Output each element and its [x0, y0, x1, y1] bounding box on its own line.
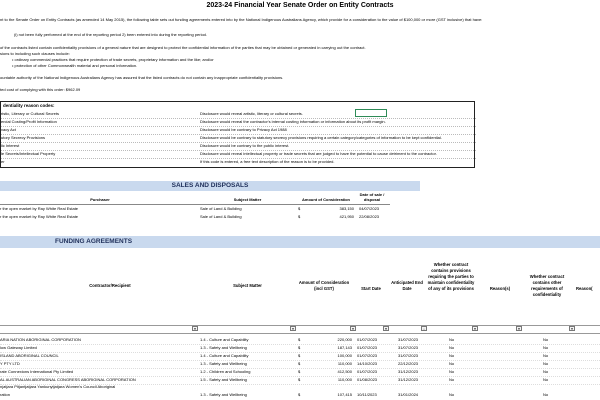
subject-cell: 1.5 - Safety and Wellbeing — [200, 377, 247, 382]
filter-dropdown-icon[interactable]: ▾ — [290, 326, 296, 331]
currency-cell: $ — [298, 377, 301, 382]
amount-cell: 187,143 — [337, 345, 352, 350]
sales-subject[interactable]: Sale of Land & Building — [200, 206, 242, 211]
currency-cell: $ — [298, 392, 301, 397]
other-requirements-cell: No — [543, 392, 549, 397]
start-date-cell: 01/07/2023 — [357, 337, 378, 342]
subject-cell: 1.4 - Culture and Capability — [200, 353, 249, 358]
sales-header-subject: Subject Matter — [233, 197, 262, 202]
end-date-cell: 22/12/2023 — [398, 361, 419, 366]
confidentiality-cell: No — [449, 353, 455, 358]
intro-text: ountable authority of the National Indigenous Australians Agency has assured that the listed contracts do not contain any inappropriate confidentiality provisions. — [0, 75, 284, 80]
sales-purchaser[interactable]: r the open market by Ray White Real Estate — [0, 206, 79, 211]
code-row[interactable] — [1, 118, 476, 126]
amount-cell: 100,000 — [337, 353, 352, 358]
intro-text: ted cost of complying with this order: $962.09 — [0, 87, 81, 92]
code-row[interactable] — [1, 142, 476, 150]
start-date-cell: 14/10/2023 — [357, 361, 378, 366]
start-date-cell: 01/07/2023 — [357, 369, 378, 374]
contractor-cell: low Gateway Limited — [0, 345, 37, 350]
currency-cell: $ — [298, 369, 301, 374]
code-name: utory Secrecy Provisions — [1, 135, 46, 140]
header-reasons: Reason(s) — [489, 286, 511, 291]
filter-dropdown-icon[interactable]: ▾ — [516, 326, 522, 331]
sales-subject[interactable]: Sale of Land & Building — [200, 214, 242, 219]
sales-title: SALES AND DISPOSALS — [171, 182, 249, 189]
end-date-cell: 31/01/2024 — [398, 392, 419, 397]
header-amount: Amount of Consideration (incl GST) — [298, 280, 350, 291]
code-description: Disclosure would be contrary to the public interest. — [200, 143, 290, 148]
sales-date[interactable]: 22/08/2023 — [359, 214, 380, 219]
sales-date[interactable]: 04/07/2023 — [359, 206, 380, 211]
other-requirements-cell: No — [543, 377, 549, 382]
amount-cell: 110,000 — [337, 377, 352, 382]
sales-section-band — [0, 181, 420, 191]
amount-cell: 412,500 — [337, 369, 352, 374]
intro-text: (i) not been fully performed at the end of the reporting period 2) been entered into during the reporting period. — [14, 32, 208, 37]
contractor-cell: rate Connexions International Pty Limited — [0, 369, 74, 374]
code-row[interactable] — [1, 110, 476, 118]
confidentiality-codes-table — [0, 101, 475, 168]
other-requirements-cell: No — [543, 345, 549, 350]
filter-dropdown-icon[interactable]: ▾ — [383, 326, 389, 331]
filter-dropdown-icon[interactable]: ▾ — [350, 326, 356, 331]
intro-text: • ordinary commercial practices that require protection of trade secrets, proprietary information and the like; and/or — [12, 57, 214, 62]
funding-section-band — [0, 236, 600, 248]
filter-dropdown-icon[interactable]: ▾ — [192, 326, 198, 331]
code-row[interactable] — [1, 134, 476, 142]
code-row[interactable] — [1, 126, 476, 134]
confidentiality-cell: No — [449, 361, 455, 366]
other-requirements-cell: No — [543, 353, 549, 358]
header-other-requirements: Whether contract contains other requirements of confidentiality — [529, 274, 565, 297]
subject-cell: 1.3 - Safety and Wellbeing — [200, 392, 247, 397]
intro-text: • protection of other Commonwealth material and personal information. — [12, 63, 138, 68]
header-confidentiality: Whether contract contains provisions requiring the parties to maintain confidentiality of any of its provisions — [427, 262, 475, 291]
confidentiality-cell: No — [449, 369, 455, 374]
sales-header-date: Date of sale / disposal — [359, 192, 385, 202]
sales-amount[interactable]: 383,150 — [339, 206, 354, 211]
other-requirements-cell: No — [543, 361, 549, 366]
end-date-cell: 31/12/2023 — [398, 369, 419, 374]
end-date-cell: 31/12/2023 — [398, 377, 419, 382]
filter-dropdown-icon[interactable]: ▾ — [569, 326, 575, 331]
code-description: Disclosure would reveal intellectual property or trade secrets that are judged to have the potential to cause detriment to the contractor. — [200, 151, 437, 156]
header-reasons-2: Reason( — [576, 286, 593, 291]
confidentiality-cell: No — [449, 345, 455, 350]
header-end-date: Anticipated End Date — [391, 280, 423, 291]
filter-sort-icon[interactable]: ↓ — [421, 326, 427, 331]
sales-purchaser[interactable]: r the open market by Ray White Real Estate — [0, 214, 79, 219]
sales-header-amount: Amount of Consideration — [302, 197, 350, 202]
subject-cell: 1.2 - Children and Schooling — [200, 369, 251, 374]
currency-cell: $ — [298, 353, 301, 358]
start-date-cell: 10/11/2023 — [357, 392, 377, 397]
codes-heading: dentiality reason codes: — [3, 103, 55, 108]
confidentiality-cell: No — [449, 392, 455, 397]
start-date-cell: 01/08/2023 — [357, 377, 378, 382]
contractor-cell: Y PTY LTD — [0, 361, 20, 366]
code-description: Disclosure would reveal the contractor's internal costing information or information about its profit margin. — [200, 119, 386, 124]
table-row[interactable] — [0, 390, 600, 400]
confidentiality-cell: No — [449, 377, 455, 382]
filter-dropdown-icon[interactable]: ▾ — [472, 326, 478, 331]
code-name: er — [1, 159, 5, 164]
code-row[interactable] — [1, 158, 476, 166]
end-date-cell: 31/07/2023 — [398, 345, 419, 350]
amount-cell: 107,415 — [337, 392, 352, 397]
code-description: Disclosure would be contrary to Privacy Act 1988 — [200, 127, 287, 132]
subject-cell: 1.3 - Safety and Wellbeing — [200, 361, 247, 366]
subject-cell: 1.3 - Safety and Wellbeing — [200, 345, 247, 350]
end-date-cell: 31/07/2023 — [398, 353, 419, 358]
page-title: 2023-24 Financial Year Senate Order on Entity Contracts — [206, 2, 394, 9]
intro-text: nt to the Senate Order on Entity Contracts (as amended 14 May 2015), the following table sets out funding agreements entered into by the National Indigenous Australians Agency, which provide for a consideration to the value of $100,000 or more (GST inclusive) that have: — [0, 17, 483, 22]
header-subject: Subject Matter — [233, 283, 262, 288]
end-date-cell: 31/07/2023 — [398, 337, 419, 342]
amount-cell: 220,000 — [337, 337, 352, 342]
selected-cell[interactable] — [355, 109, 387, 117]
intro-text: of the contracts listed contain confidentiality provisions of a general nature that are designed to protect the confidential information of the parties that may be obtained or generated in carrying out the contract. — [0, 45, 366, 50]
amount-cell: 110,000 — [337, 361, 352, 366]
sales-currency: $ — [298, 214, 301, 219]
currency-cell: $ — [298, 345, 301, 350]
code-name: le Secrets/Intellectual Property — [1, 151, 56, 156]
contractor-cell: njatjara Pitjantjatjara Yankunytjatjara Women's Council Aboriginal — [0, 384, 116, 389]
code-name: ercial Costing/Profit Information — [1, 119, 57, 124]
sales-currency: $ — [298, 206, 301, 211]
sales-amount[interactable]: 421,950 — [339, 214, 354, 219]
funding-title: FUNDING AGREEMENTS — [55, 238, 133, 245]
code-name: vacy Act — [1, 127, 16, 132]
code-description: Disclosure would reveal artistic, literary or cultural secrets. — [200, 111, 303, 116]
code-name: lic Interest — [1, 143, 20, 148]
filter-row — [0, 325, 600, 334]
contractor-cell: ISLAND ABORIGINAL COUNCIL — [0, 353, 59, 358]
other-requirements-cell: No — [543, 337, 549, 342]
sales-header-purchaser: Purchaser — [90, 197, 110, 202]
intro-text: sions to including such clauses include: — [0, 51, 70, 56]
contractor-cell: AL AUSTRALIAN ABORIGINAL CONGRESS ABORIGINAL CORPORATION — [0, 377, 136, 382]
code-name: ristic, Literary or Cultural Secrets — [1, 111, 60, 116]
start-date-cell: 01/07/2023 — [357, 345, 378, 350]
other-requirements-cell: No — [543, 369, 549, 374]
code-description: Disclosure would be contrary to statutory secrecy provisions requiring a certain category/categories of information to be kept confidential. — [200, 135, 442, 140]
contractor-cell: ration — [0, 392, 11, 397]
code-row[interactable] — [1, 150, 476, 158]
confidentiality-cell: No — [449, 337, 455, 342]
subject-cell: 1.4 - Culture and Capability — [200, 337, 249, 342]
code-description: If this code is entered, a free text description of the reason is to be provided. — [200, 159, 335, 164]
currency-cell: $ — [298, 361, 301, 366]
header-contractor: Contractor/Recipient — [89, 283, 131, 288]
table-row[interactable] — [0, 383, 600, 390]
currency-cell: $ — [298, 337, 301, 342]
start-date-cell: 01/07/2023 — [357, 353, 378, 358]
contractor-cell: ARIA NATION ABORIGINAL CORPORATION — [0, 337, 81, 342]
header-start-date: Start Date — [361, 286, 381, 291]
